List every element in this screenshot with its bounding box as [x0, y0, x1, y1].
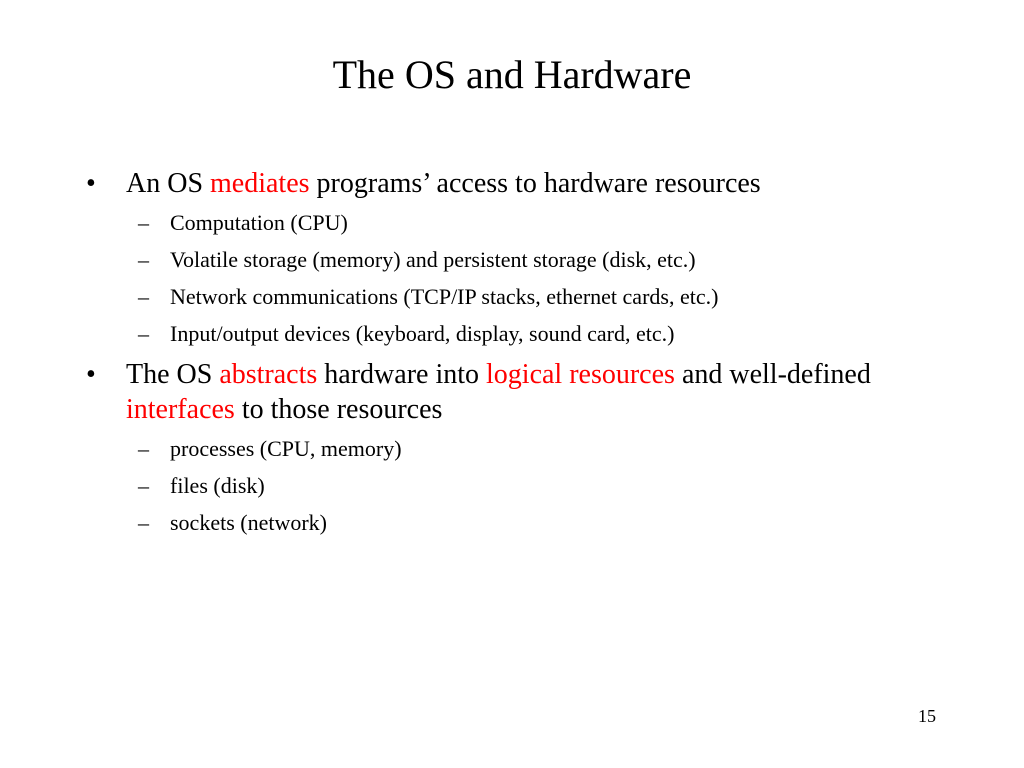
sub-item-text: Computation (CPU) [170, 210, 348, 235]
bullet-text: An OS [126, 168, 211, 199]
sub-item-io [86, 315, 946, 352]
highlight-logical-resources: logical resources [486, 359, 675, 390]
bullet-text: The OS [126, 359, 220, 390]
sub-item-processes [86, 430, 946, 467]
sub-list [86, 204, 946, 352]
sub-list [86, 430, 946, 541]
sub-item-storage [86, 241, 946, 278]
sub-marker: – [138, 210, 149, 235]
sub-marker: – [138, 284, 149, 309]
highlight-mediates: mediates [210, 168, 310, 199]
sub-marker: – [138, 473, 149, 498]
page-number: 15 [918, 706, 936, 726]
sub-item-sockets [86, 504, 946, 541]
sub-marker: – [138, 321, 149, 346]
sub-item-text: Volatile storage (memory) and persistent storage (disk, etc.) [170, 247, 696, 272]
highlight-abstracts: abstracts [219, 359, 318, 390]
sub-item-text: Network communications (TCP/IP stacks, ethernet cards, etc.) [170, 284, 719, 309]
bullet-text: to those resources [234, 394, 443, 425]
sub-item-text: files (disk) [170, 473, 265, 498]
bullet-marker: • [86, 168, 96, 199]
highlight-interfaces: interfaces [126, 394, 235, 425]
slide-body [86, 166, 946, 546]
sub-item-files [86, 467, 946, 504]
sub-marker: – [138, 247, 149, 272]
slide-title: The OS and Hardware [332, 52, 692, 97]
bullet-mediates [86, 166, 946, 201]
sub-marker: – [138, 510, 149, 535]
bullet-text: and well-defined [674, 359, 871, 390]
sub-item-text: processes (CPU, memory) [170, 436, 402, 461]
sub-item-computation [86, 204, 946, 241]
bullet-text: programs’ access to hardware resources [309, 168, 761, 199]
sub-item-network [86, 278, 946, 315]
sub-item-text: Input/output devices (keyboard, display, sound card, etc.) [170, 321, 675, 346]
bullet-abstracts [86, 357, 946, 427]
bullet-marker: • [86, 359, 96, 390]
sub-item-text: sockets (network) [170, 510, 328, 535]
sub-marker: – [138, 436, 149, 461]
bullet-text: hardware into [317, 359, 487, 390]
